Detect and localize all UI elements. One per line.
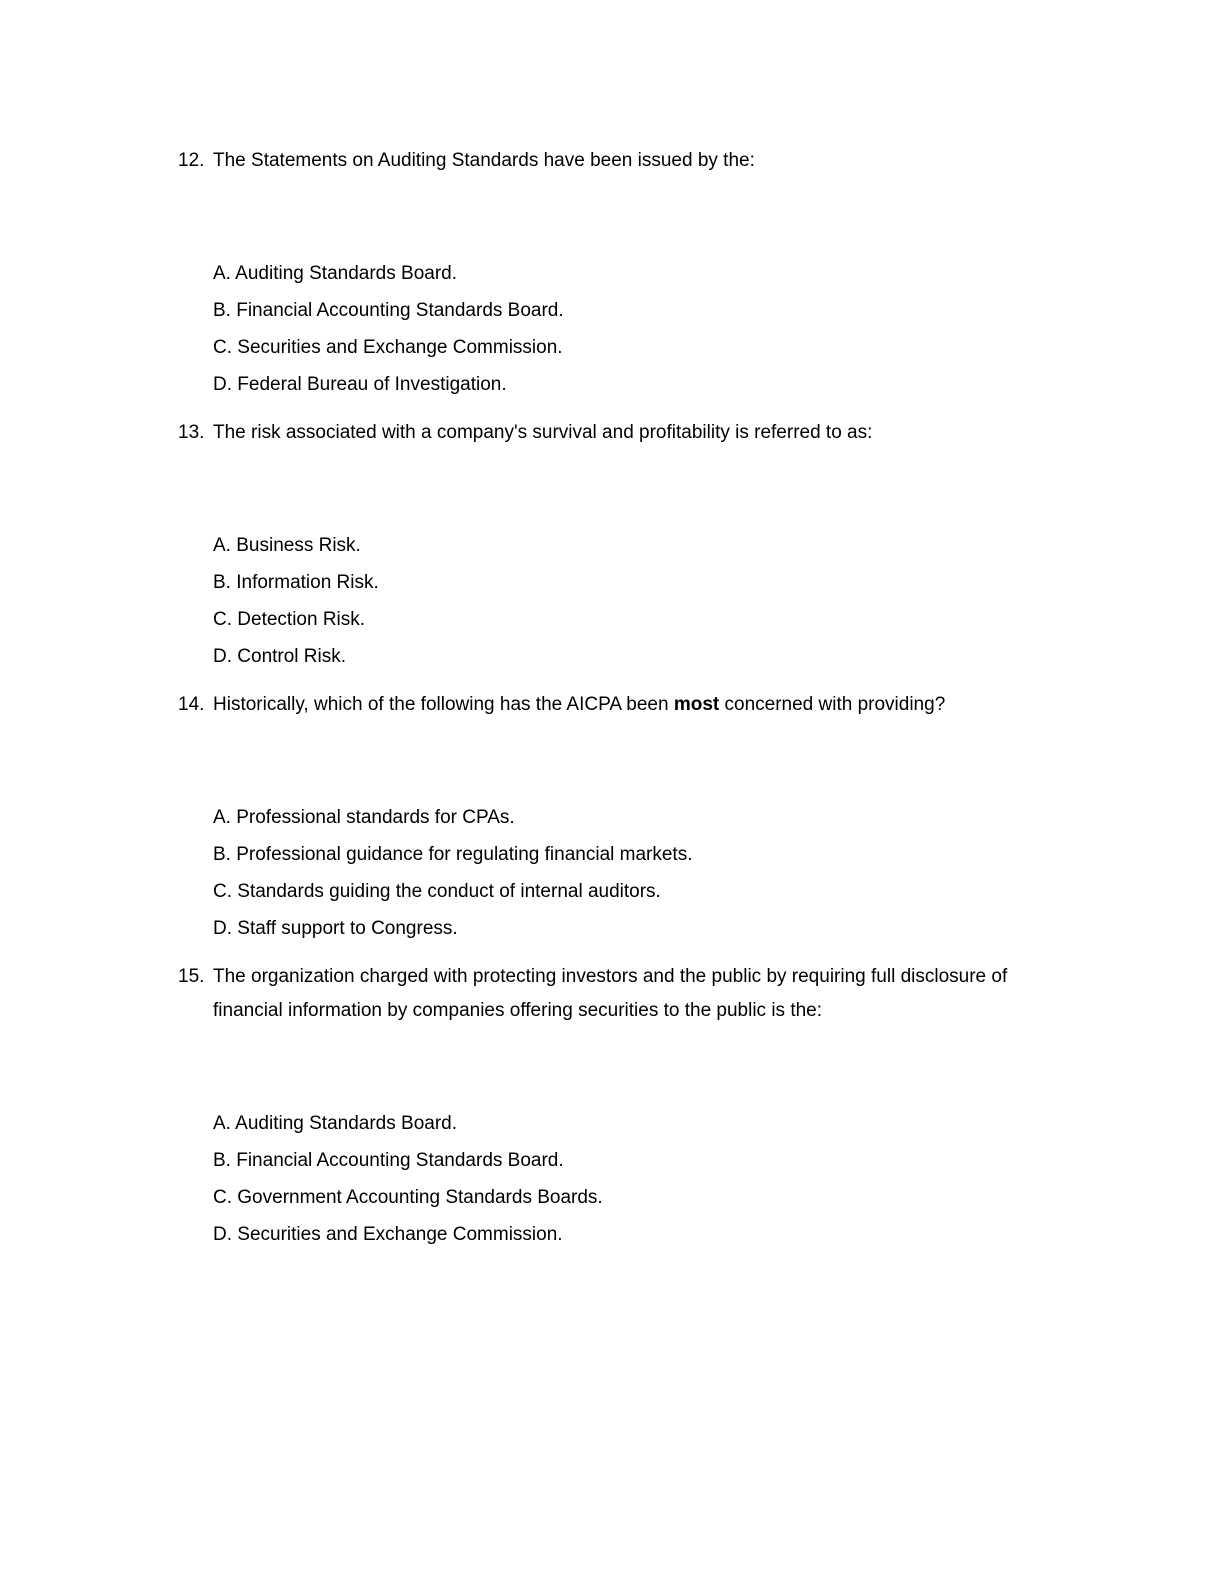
question-text [213,688,1058,722]
answer-choice-a: A. Auditing Standards Board. [213,1113,457,1134]
question-stem [178,688,1058,722]
question-number: 15. [178,966,205,987]
answer-choices [178,534,1058,682]
answer-choice-c: C. Detection Risk. [213,609,366,630]
question-text: The Statements on Auditing Standards have been issued by the: [213,150,755,171]
question-text-after: concerned with providing? [719,694,946,715]
question-12 [178,144,1058,410]
question-number: 13. [178,422,205,443]
question-number: 14. [178,694,205,715]
answer-choice-a: A. Business Risk. [213,535,361,556]
answer-choice-c: C. Standards guiding the conduct of internal auditors. [213,881,661,902]
answer-choice-b: B. Information Risk. [213,572,379,593]
answer-choices [178,262,1058,410]
question-text: The risk associated with a company's survival and profitability is referred to as: [213,422,873,443]
question-stem [178,960,1058,1028]
question-stem [178,416,1058,450]
answer-choice-d: D. Federal Bureau of Investigation. [213,374,507,395]
answer-choice-b: B. Financial Accounting Standards Board. [213,1150,564,1171]
question-text-before: Historically, which of the following has the AICPA been [213,694,674,715]
answer-choice-a: A. Auditing Standards Board. [213,263,457,284]
answer-choice-d: D. Control Risk. [213,646,347,667]
emphasis-most: most [673,694,720,715]
answer-choices [178,1112,1058,1260]
answer-choice-d: D. Securities and Exchange Commission. [213,1224,563,1245]
question-text: The organization charged with protecting investors and the public by requiring full disclosure of financial information by companies offering securities to the public is the: [213,966,1008,1021]
question-14 [178,688,1058,954]
answer-choice-a: A. Professional standards for CPAs. [213,807,515,828]
answer-choice-b: B. Financial Accounting Standards Board. [213,300,564,321]
answer-choice-c: C. Securities and Exchange Commission. [213,337,563,358]
answer-choice-d: D. Staff support to Congress. [213,918,458,939]
answer-choice-b: B. Professional guidance for regulating financial markets. [213,844,693,865]
question-13 [178,416,1058,682]
question-15 [178,960,1058,1260]
question-stem [178,144,1058,178]
question-number: 12. [178,150,205,171]
answer-choices [178,806,1058,954]
answer-choice-c: C. Government Accounting Standards Boards. [213,1187,603,1208]
